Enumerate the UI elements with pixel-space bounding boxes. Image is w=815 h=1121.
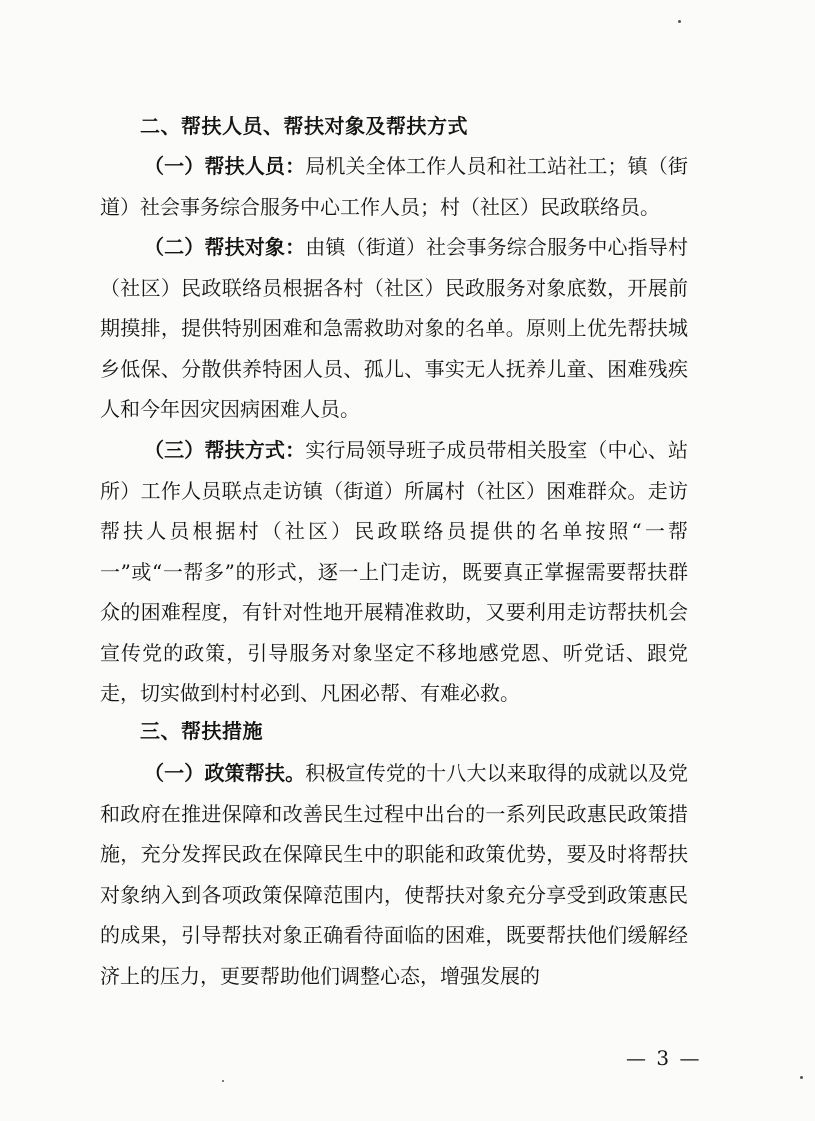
section-3-paragraph-1 xyxy=(100,753,688,996)
paragraph-lead: （一）政策帮扶。 xyxy=(144,761,306,785)
paragraph-text: 局机关全体工作人员和社工站社工；镇（街道）社会事务综合服务中心工作人员；村（社区）民政联络员。 xyxy=(100,154,689,219)
scan-speck xyxy=(678,20,681,23)
section-3-heading: 三、帮扶措施 xyxy=(140,719,263,743)
section-2-paragraph-2 xyxy=(100,227,688,430)
section-2-paragraph-3 xyxy=(100,430,688,714)
paragraph-lead: （二）帮扶对象： xyxy=(144,235,306,259)
page-number: — 3 — xyxy=(626,1046,702,1070)
paragraph-text: 实行局领导班子成员带相关股室（中心、站所）工作人员联点走访镇（街道）所属村（社区）困难群众。走访帮扶人员根据村（社区）民政联络员提供的名单按照“一帮一”或“一帮多”的形式，逐一上门走访，既要真正掌握需要帮扶群众的困难程度，有针对性地开展精准救助，又要利用走访帮扶机会宣传党的政策，引导服务对象坚定不移地感党恩、听党话、跟党走，切实做到村村必到、凡困必帮、有难必救。 xyxy=(100,438,689,705)
paragraph-lead: （三）帮扶方式： xyxy=(144,438,306,462)
paragraph-text: 由镇（街道）社会事务综合服务中心指导村（社区）民政联络员根据各村（社区）民政服务对象底数，开展前期摸排，提供特别困难和急需救助对象的名单。原则上优先帮扶城乡低保、分散供养特困人员、孤儿、事实无人抚养儿童、困难残疾人和今年因灾因病困难人员。 xyxy=(100,235,689,421)
section-2-heading: 二、帮扶人员、帮扶对象及帮扶方式 xyxy=(140,114,468,138)
scan-speck xyxy=(800,1076,803,1079)
paragraph-text: 积极宣传党的十八大以来取得的成就以及党和政府在推进保障和改善民生过程中出台的一系列民政惠民政策措施，充分发挥民政在保障民生中的职能和政策优势，要及时将帮扶对象纳入到各项政策保障范围内，使帮扶对象充分享受到政策惠民的成果，引导帮扶对象正确看待面临的困难，既要帮扶他们缓解经济上的压力，更要帮助他们调整心态，增强发展的 xyxy=(100,761,689,988)
section-2-paragraph-1 xyxy=(100,146,688,227)
paragraph-lead: （一）帮扶人员： xyxy=(144,154,306,178)
scan-speck xyxy=(222,1080,224,1082)
